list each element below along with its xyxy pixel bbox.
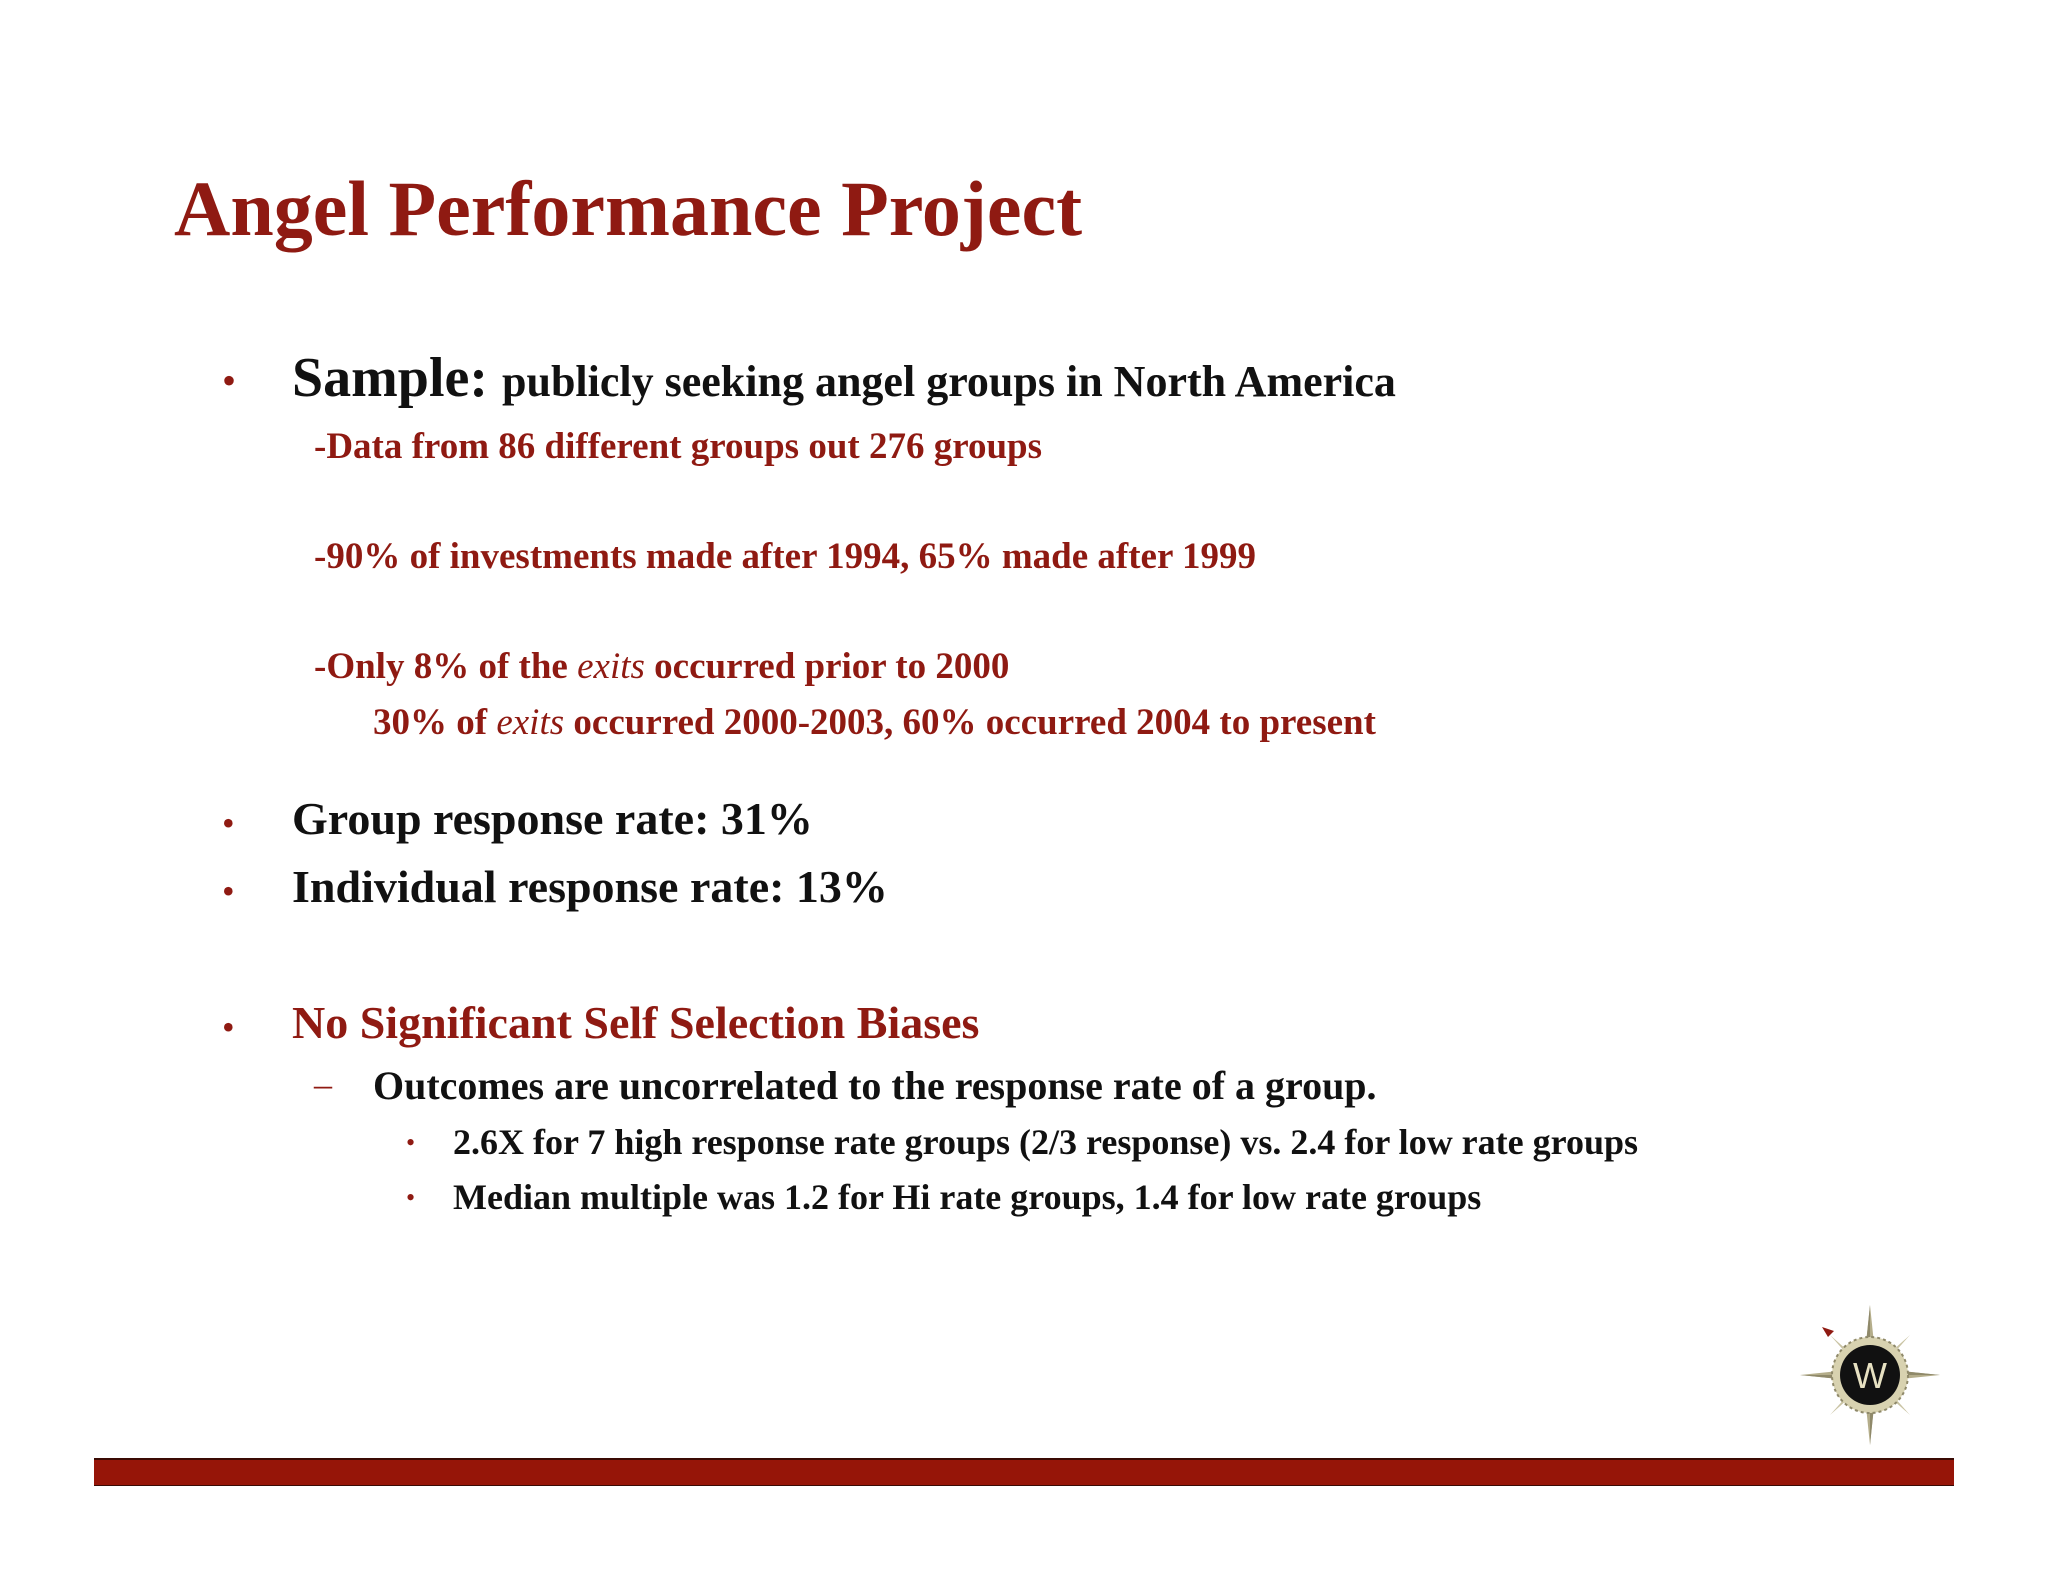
sample-detail-investments: -90% of investments made after 1994, 65% made after 1999 <box>314 536 1256 577</box>
sample-detail-exits-2: 30% of exits occurred 2000-2003, 60% occurred 2004 to present <box>373 702 1376 743</box>
bias-point-high-response: 2.6X for 7 high response rate groups (2/3 response) vs. 2.4 for low rate groups <box>453 1122 1639 1162</box>
bullet-marker: • <box>222 1007 235 1047</box>
bullet-marker: • <box>222 871 235 911</box>
bias-heading: No Significant Self Selection Biases <box>292 997 980 1048</box>
group-response-rate: Group response rate: 31% <box>292 793 813 844</box>
bullet-marker: • <box>222 803 235 843</box>
sample-detail-exits: -Only 8% of the exits occurred prior to 2000 <box>314 646 1010 687</box>
sample-text: publicly seeking angel groups in North America <box>502 357 1396 406</box>
slide-title: Angel Performance Project <box>174 165 1083 252</box>
bullet-marker: • <box>406 1183 416 1212</box>
bias-point-median: Median multiple was 1.2 for Hi rate groups, 1.4 for low rate groups <box>453 1177 1482 1217</box>
bullet-marker: • <box>222 358 237 403</box>
bias-subpoint: Outcomes are uncorrelated to the response rate of a group. <box>373 1063 1377 1108</box>
dash-marker: – <box>314 1064 332 1104</box>
sample-detail-groups: -Data from 86 different groups out 276 groups <box>314 426 1043 467</box>
logo-letter: W <box>1853 1355 1887 1396</box>
footer-bar <box>94 1458 1954 1486</box>
sample-bullet <box>292 347 1396 409</box>
sample-label: Sample: <box>292 347 488 409</box>
bullet-marker: • <box>406 1128 416 1157</box>
individual-response-rate: Individual response rate: 13% <box>292 861 888 912</box>
compass-rose-icon <box>1800 1305 1940 1445</box>
